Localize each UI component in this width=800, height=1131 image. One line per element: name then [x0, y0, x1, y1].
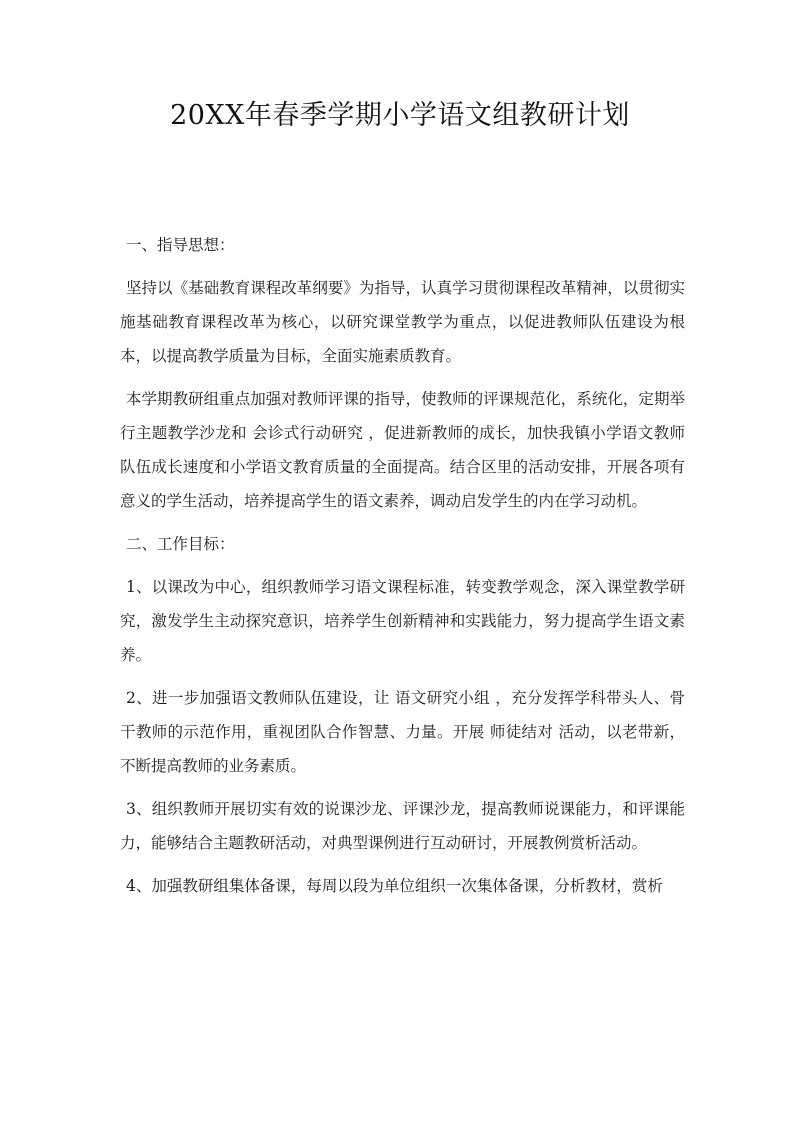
paragraph: 本学期教研组重点加强对教师评课的指导，使教师的评课规范化，系统化，定期举行主题教学沙龙和 会诊式行动研究 ，促进新教师的成长，加快我镇小学语文教师队伍成长速度和小学语文教育质量的全面提高。结合区里的活动安排，开展各项有意义的学生活动，培养提高学生的语文素养，调动启发学生的内在学习动机。	[120, 390, 685, 510]
list-item: 1、以课改为中心，组织教师学习语文课程标准，转变教学观念，深入课堂教学研究，激发学生主动探究意识，培养学生创新精神和实践能力，努力提高学生语文素养。	[120, 578, 685, 664]
paragraph: 坚持以《基础教育课程改革纲要》为指导，认真学习贯彻课程改革精神，以贯彻实施基础教育课程改革为核心，以研究课堂教学为重点，以促进教师队伍建设为根本，以提高教学质量为目标，全面实施素质教育。	[120, 279, 685, 365]
list-item: 3、组织教师开展切实有效的说课沙龙、评课沙龙，提高教师说课能力，和评课能力，能够结合主题教研活动，对典型课例进行互动研讨，开展教例赏析活动。	[120, 800, 685, 852]
section-heading-work-goals: 二、工作目标：	[126, 535, 235, 553]
list-item: 4、加强教研组集体备课，每周以段为单位组织一次集体备课，分析教材，赏析	[126, 877, 663, 895]
document-body	[120, 228, 685, 912]
list-item: 2、进一步加强语文教师队伍建设，让 语文研究小组 ，充分发挥学科带头人、骨干教师的示范作用，重视团队合作智慧、力量。开展 师徒结对 活动，以老带新，不断提高教师的业务素质。	[120, 689, 685, 775]
document-title: 20XX年春季学期小学语文组教研计划	[170, 100, 630, 131]
section-heading-guiding-ideology: 一、指导思想：	[126, 236, 235, 254]
